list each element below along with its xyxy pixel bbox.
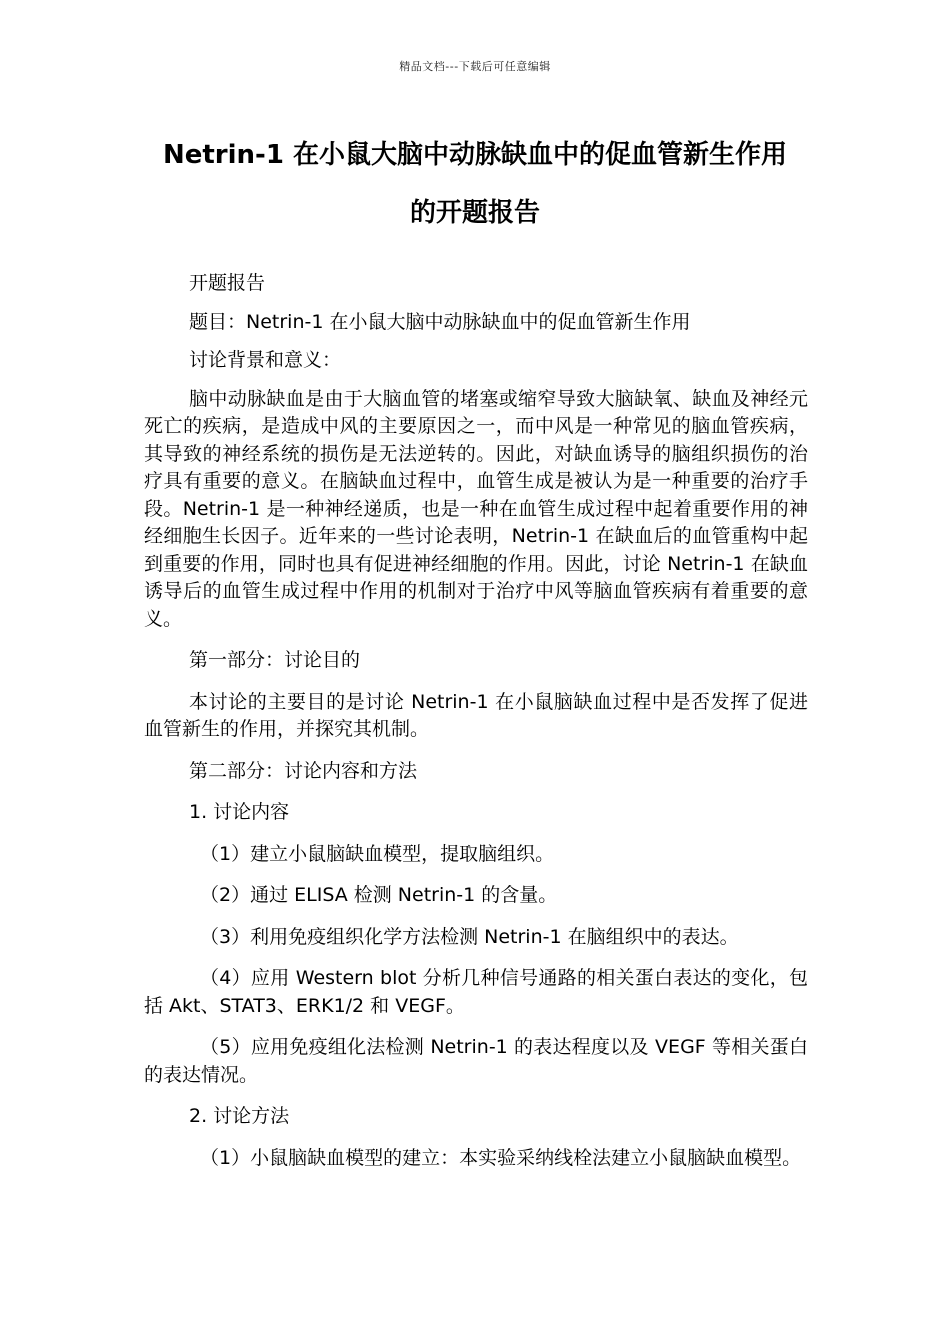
document-title-line-1: Netrin-1 在小鼠大脑中动脉缺血中的促血管新生作用: [162, 140, 787, 170]
method-item-1: （1）小鼠脑缺血模型的建立：本实验采纳线栓法建立小鼠脑缺血模型。: [200, 1146, 802, 1169]
document-title-line-2: 的开题报告: [409, 198, 540, 228]
background-heading: 讨论背景和意义：: [189, 349, 342, 371]
content-item-3: （3）利用免疫组织化学方法检测 Netrin-1 在脑组织中的表达。: [200, 925, 739, 948]
content-item-1: （1）建立小鼠脑缺血模型，提取脑组织。: [200, 842, 555, 865]
part-two-heading: 第二部分：讨论内容和方法: [189, 759, 418, 782]
content-subheading: 1. 讨论内容: [189, 801, 290, 823]
background-paragraph: 脑中动脉缺血是由于大脑血管的堵塞或缩窄导致大脑缺氧、缺血及神经元死亡的疾病，是造成中风的主要原因之一，而中风是一种常见的脑血管疾病，其导致的神经系统的损伤是无法逆转的。因此，对缺血诱导的脑组织损伤的治疗具有重要的意义。在脑缺血过程中，血管生成是被认为是一种重要的治疗手段。Netrin-1 是一种神经递质，也是一种在血管生成过程中起着重要作用的神经细胞生长因子。近年来的一些讨论表明，Netrin-1 在缺血后的血管重构中起到重要的作用，同时也具有促进神经细胞的作用。因此，讨论 Netrin-1 在缺血诱导后的血管生成过程中作用的机制对于治疗中风等脑血管疾病有着重要的意义。: [144, 387, 808, 630]
document-body: [144, 270, 808, 1186]
section-label: 开题报告: [189, 272, 266, 294]
content-item-5: （5）应用免疫组化法检测 Netrin-1 的表达程度以及 VEGF 等相关蛋白的表达情况。: [144, 1036, 808, 1086]
part-one-heading: 第一部分：讨论目的: [189, 649, 361, 671]
content-item-2: （2）通过 ELISA 检测 Netrin-1 的含量。: [200, 884, 558, 906]
method-subheading: 2. 讨论方法: [189, 1105, 290, 1127]
page-header-watermark: 精品文档---下载后可任意编辑: [399, 60, 551, 73]
topic-line: 题目：Netrin-1 在小鼠大脑中动脉缺血中的促血管新生作用: [189, 310, 691, 333]
objective-paragraph: 本讨论的主要目的是讨论 Netrin-1 在小鼠脑缺血过程中是否发挥了促进血管新生的作用，并探究其机制。: [144, 690, 808, 740]
content-item-4: （4）应用 Western blot 分析几种信号通路的相关蛋白表达的变化，包括 Akt、STAT3、ERK1/2 和 VEGF。: [144, 967, 808, 1017]
